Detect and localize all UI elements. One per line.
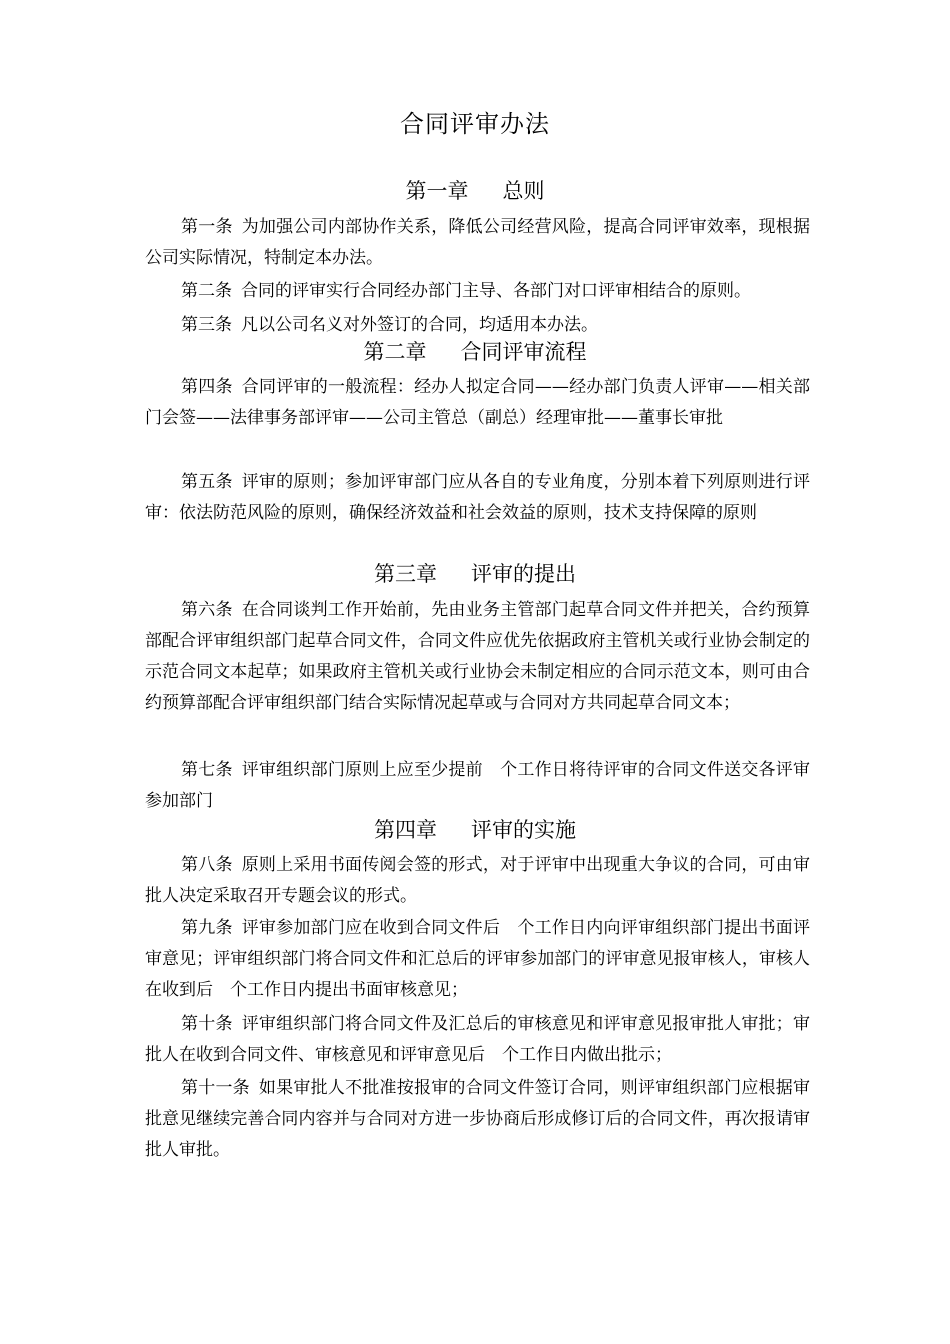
article-text: 评审组织部门原则上应至少提前 个工作日将待评审的合同文件送交各评审参加部门 (145, 760, 811, 811)
article-number: 第九条 (181, 918, 233, 938)
article-number: 第二条 (181, 281, 232, 301)
article-text: 凡以公司名义对外签订的合同，均适用本办法。 (241, 315, 598, 335)
chapter-name: 评审的提出 (471, 562, 576, 586)
chapter-number: 第二章 (363, 340, 427, 364)
article-number: 第八条 (181, 855, 233, 875)
article-number: 第五条 (181, 472, 233, 492)
chapter-heading (0, 336, 950, 368)
chapter-name: 合同评审流程 (460, 340, 587, 364)
article-text: 为加强公司内部协作关系，降低公司经营风险，提高合同评审效率，现根据公司实际情况，特制定本办法。 (145, 217, 811, 268)
article-text: 如果审批人不批准按报审的合同文件签订合同，则评审组织部门应根据审批意见继续完善合同内容并与合同对方进一步协商后形成修订后的合同文件，再次报请审批人审批。 (145, 1078, 811, 1160)
chapter-number: 第三章 (374, 562, 437, 586)
article-paragraph (145, 913, 810, 1006)
article-paragraph (145, 276, 810, 307)
article-paragraph (145, 1073, 810, 1166)
article-number: 第六条 (181, 600, 233, 620)
article-number: 第七条 (181, 760, 233, 780)
chapter-name: 评审的实施 (471, 818, 576, 842)
article-text: 合同的评审实行合同经办部门主导、各部门对口评审相结合的原则。 (241, 281, 751, 301)
chapter-heading (0, 558, 950, 590)
article-number: 第一条 (181, 217, 233, 237)
article-paragraph (145, 372, 810, 434)
article-paragraph (145, 467, 810, 529)
chapter-number: 第四章 (374, 818, 437, 842)
chapter-heading (0, 175, 950, 207)
article-number: 第十条 (181, 1014, 233, 1034)
article-text: 在合同谈判工作开始前，先由业务主管部门起草合同文件并把关，合约预算部配合评审组织部门起草合同文件，合同文件应优先依据政府主管机关或行业协会制定的示范合同文本起草；如果政府主管机关或行业协会未制定相应的合同示范文本，则可由合约预算部配合评审组织部门结合实际情况起草或与合同对方共同起草合同文本； (145, 600, 811, 713)
article-paragraph (145, 212, 810, 274)
article-text: 合同评审的一般流程：经办人拟定合同——经办部门负责人评审——相关部门会签——法律事务部评审——公司主管总（副总）经理审批——董事长审批 (145, 377, 811, 428)
document-title: 合同评审办法 (400, 110, 550, 138)
article-paragraph (145, 755, 810, 817)
article-text: 评审的原则；参加评审部门应从各自的专业角度，分别本着下列原则进行评审：依法防范风险的原则，确保经济效益和社会效益的原则，技术支持保障的原则 (145, 472, 811, 523)
chapter-number: 第一章 (405, 179, 469, 203)
article-number: 第四条 (181, 377, 233, 397)
article-paragraph (145, 595, 810, 719)
article-number: 第十一条 (181, 1078, 250, 1098)
article-text: 原则上采用书面传阅会签的形式，对于评审中出现重大争议的合同，可由审批人决定采取召开专题会议的形式。 (145, 855, 811, 906)
chapter-name: 总则 (502, 179, 545, 203)
article-paragraph (145, 1009, 810, 1071)
article-text: 评审参加部门应在收到合同文件后 个工作日内向评审组织部门提出书面评审意见；评审组织部门将合同文件和汇总后的评审参加部门的评审意见报审核人，审核人在收到后 个工作日内提出书面审核意见； (145, 918, 811, 1000)
chapter-heading (0, 814, 950, 846)
article-paragraph (145, 850, 810, 912)
article-number: 第三条 (181, 315, 232, 335)
article-text: 评审组织部门将合同文件及汇总后的审核意见和评审意见报审批人审批；审批人在收到合同文件、审核意见和评审意见后 个工作日内做出批示； (145, 1014, 811, 1065)
